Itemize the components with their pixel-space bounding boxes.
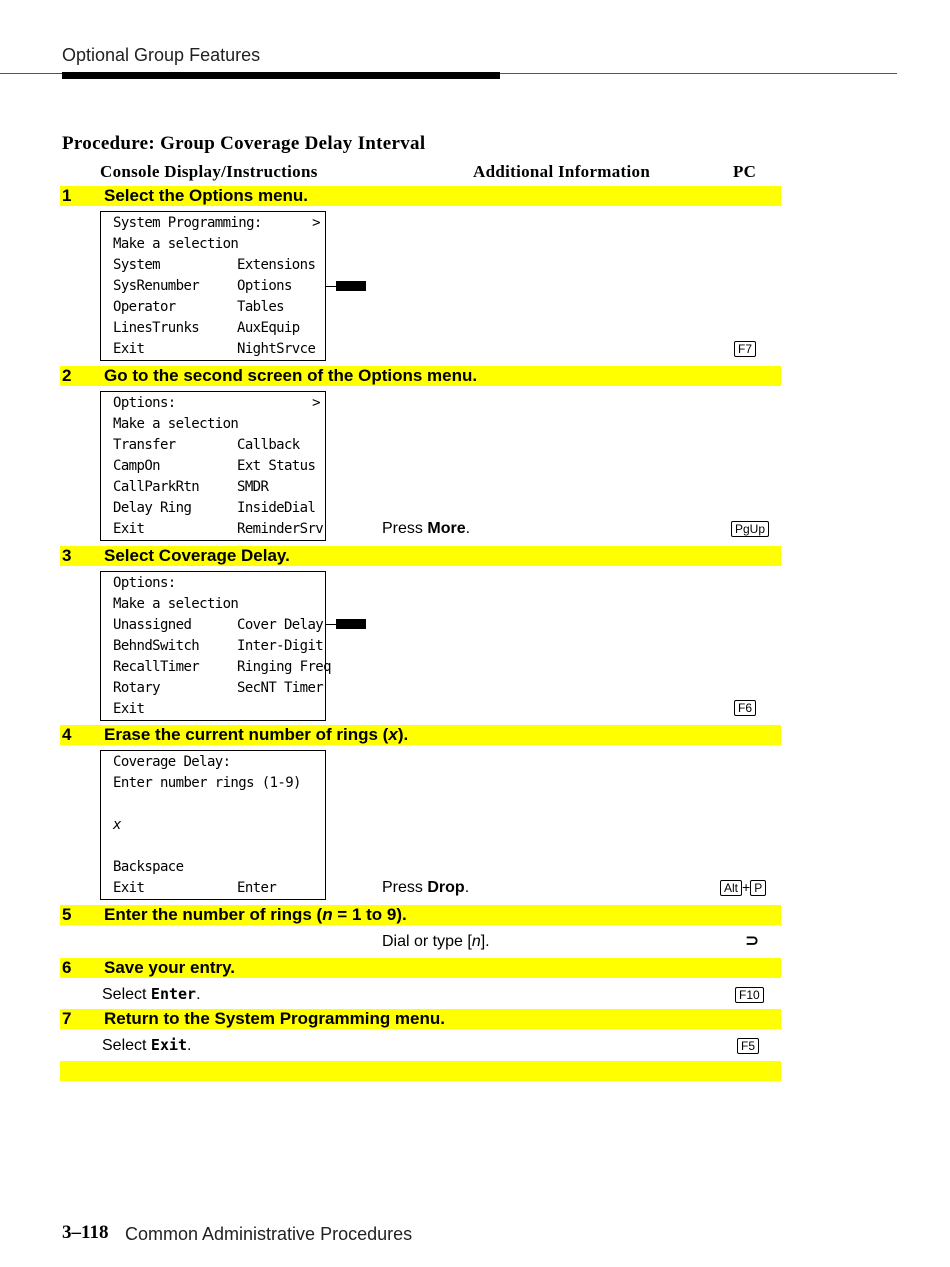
screen-title: Coverage Delay: [113, 754, 231, 770]
column-header-console: Console Display/Instructions [100, 162, 318, 181]
menu-option-rotary[interactable]: Rotary [113, 680, 160, 696]
step-variable: n [322, 905, 333, 924]
more-arrow-icon: > [312, 395, 320, 411]
pc-key-f5 [737, 1037, 759, 1054]
column-header-pc: PC [733, 162, 757, 181]
info-text: Press [382, 520, 423, 537]
console-screen-coverage-delay [100, 750, 326, 900]
info-text-post: ]. [480, 933, 490, 950]
f5-key: F5 [737, 1038, 759, 1054]
step-text: Save your entry. [104, 958, 236, 977]
screen-option-backspace[interactable]: Backspace [113, 859, 184, 875]
step-7-bar [60, 1009, 781, 1029]
screen-row [113, 297, 284, 317]
step-1-bar [60, 186, 781, 206]
screen-row [113, 615, 324, 635]
menu-option-transfer[interactable]: Transfer [113, 437, 176, 453]
drop-key-label: Drop [427, 879, 465, 896]
pointer-block-icon [336, 619, 366, 629]
step-text-post: ). [397, 725, 409, 744]
menu-option-nightsrvce[interactable]: NightSrvce [237, 341, 316, 357]
screen-row [113, 657, 331, 677]
console-screen-options-1 [100, 391, 326, 541]
screen-row [113, 318, 300, 338]
screen-row [113, 339, 316, 359]
exit-option-label: Exit [150, 1036, 188, 1054]
info-dial-or-type [382, 933, 490, 951]
p-key: P [750, 880, 766, 896]
screen-prompt: Make a selection [113, 236, 239, 252]
menu-option-insidedial[interactable]: InsideDial [237, 500, 316, 516]
plus-sign: + [742, 879, 751, 895]
step-number: 5 [62, 905, 72, 924]
menu-option-system[interactable]: System [113, 257, 160, 273]
menu-option-callparkrtn[interactable]: CallParkRtn [113, 479, 200, 495]
step-text [104, 905, 407, 925]
step-number: 3 [62, 546, 72, 565]
menu-option-ringing-freq[interactable]: Ringing Freq [237, 659, 331, 675]
screen-title: System Programming: [113, 215, 262, 231]
dial-icon: ⊃ [745, 931, 760, 950]
info-press-drop [382, 879, 469, 897]
screen-row [113, 255, 316, 275]
step-3-bar [60, 546, 781, 566]
menu-option-delay-ring[interactable]: Delay Ring [113, 500, 192, 516]
step-number: 4 [62, 725, 72, 744]
screen-title: Options: [113, 395, 176, 411]
step-number: 2 [62, 366, 72, 385]
pc-key-f6 [734, 699, 756, 716]
instruction-select-enter [102, 985, 201, 1004]
screen-title-line [113, 213, 323, 233]
menu-option-options[interactable]: Options [237, 278, 292, 294]
f10-key: F10 [735, 987, 764, 1003]
console-screen-system-programming [100, 211, 326, 361]
screen-prompt: Make a selection [113, 416, 239, 432]
screen-value: x [113, 817, 121, 833]
alt-key: Alt [720, 880, 742, 896]
screen-row [113, 276, 292, 296]
menu-option-callback[interactable]: Callback [237, 437, 300, 453]
footer-title: Common Administrative Procedures [125, 1224, 413, 1244]
header-bar [62, 72, 500, 79]
menu-option-tables[interactable]: Tables [237, 299, 284, 315]
page-number: 3–118 [62, 1222, 109, 1243]
screen-title: Options: [113, 575, 176, 591]
menu-option-enter[interactable]: Enter [237, 880, 277, 896]
more-key-label: More [427, 520, 466, 537]
screen-prompt: Enter number rings (1-9) [113, 775, 301, 791]
step-number: 1 [62, 186, 72, 205]
screen-row [113, 699, 144, 719]
screen-row [113, 435, 300, 455]
info-press-more [382, 520, 470, 538]
menu-option-operator[interactable]: Operator [113, 299, 176, 315]
menu-option-exit[interactable]: Exit [113, 341, 145, 357]
instruction-period: . [187, 1037, 192, 1054]
info-variable: n [471, 933, 481, 950]
pointer-block-icon [336, 281, 366, 291]
instruction-text: Select [102, 986, 147, 1003]
info-text: Dial or type [ [382, 933, 472, 950]
f6-key: F6 [734, 700, 756, 716]
screen-title-line [113, 393, 323, 413]
menu-option-exit[interactable]: Exit [113, 880, 145, 896]
menu-option-remindersrv[interactable]: ReminderSrv [237, 521, 324, 537]
enter-option-label: Enter [150, 985, 197, 1003]
step-number: 7 [62, 1009, 72, 1028]
menu-option-recalltimer[interactable]: RecallTimer [113, 659, 200, 675]
step-text: Go to the second screen of the Options menu. [104, 366, 478, 385]
step-text: Select Coverage Delay. [104, 546, 290, 565]
menu-option-inter-digit[interactable]: Inter-Digit [237, 638, 324, 654]
menu-option-secnt-timer[interactable]: SecNT Timer [237, 680, 324, 696]
screen-row [113, 498, 316, 518]
instruction-text: Select [102, 1037, 147, 1054]
pointer-line [326, 624, 336, 625]
menu-option-ext-status[interactable]: Ext Status [237, 458, 316, 474]
menu-option-sysrenumber[interactable]: SysRenumber [113, 278, 200, 294]
screen-row [113, 519, 324, 539]
step-text-pre: Enter the number of rings ( [104, 905, 323, 924]
screen-row [113, 678, 324, 698]
menu-option-cover-delay[interactable]: Cover Delay [237, 617, 324, 633]
instruction-period: . [196, 986, 201, 1003]
menu-option-behndswitch[interactable]: BehndSwitch [113, 638, 200, 654]
step-variable: x [388, 725, 398, 744]
procedure-title: Procedure: Group Coverage Delay Interval [62, 133, 426, 154]
column-header-info: Additional Information [473, 162, 651, 181]
menu-option-exit[interactable]: Exit [113, 521, 145, 537]
menu-option-extensions[interactable]: Extensions [237, 257, 316, 273]
step-number: 6 [62, 958, 72, 977]
step-text-post: = 1 to 9). [332, 905, 407, 924]
menu-option-auxequip[interactable]: AuxEquip [237, 320, 300, 336]
screen-prompt: Make a selection [113, 596, 239, 612]
pc-key-f7 [734, 340, 756, 357]
instruction-select-exit [102, 1036, 192, 1055]
screen-row [113, 636, 324, 656]
pgup-key: PgUp [731, 521, 769, 537]
f7-key: F7 [734, 341, 756, 357]
screen-row [113, 477, 269, 497]
menu-option-exit[interactable]: Exit [113, 701, 145, 717]
pc-key-f10 [735, 986, 764, 1003]
menu-option-linestrunks[interactable]: LinesTrunks [113, 320, 200, 336]
pc-key-pgup [731, 520, 769, 537]
step-text: Return to the System Programming menu. [104, 1009, 445, 1028]
step-text-pre: Erase the current number of rings ( [104, 725, 389, 744]
step-5-bar [60, 905, 781, 925]
step-text: Select the Options menu. [104, 186, 309, 205]
menu-option-smdr[interactable]: SMDR [237, 479, 269, 495]
info-text: Press [382, 879, 423, 896]
step-2-bar [60, 366, 781, 386]
screen-row [113, 878, 277, 898]
console-screen-options-2 [100, 571, 331, 721]
menu-option-unassigned[interactable]: Unassigned [113, 617, 192, 633]
pointer-line [326, 286, 336, 287]
step-6-bar [60, 958, 781, 978]
step-4-bar [60, 725, 781, 745]
info-period: . [465, 520, 471, 537]
pc-key-alt-p [720, 879, 766, 896]
info-period: . [464, 879, 470, 896]
running-header: Optional Group Features [62, 45, 261, 65]
menu-option-campon[interactable]: CampOn [113, 458, 160, 474]
screen-row [113, 456, 316, 476]
more-arrow-icon: > [312, 215, 320, 231]
procedure-end-bar [60, 1061, 781, 1081]
step-text [104, 725, 408, 745]
